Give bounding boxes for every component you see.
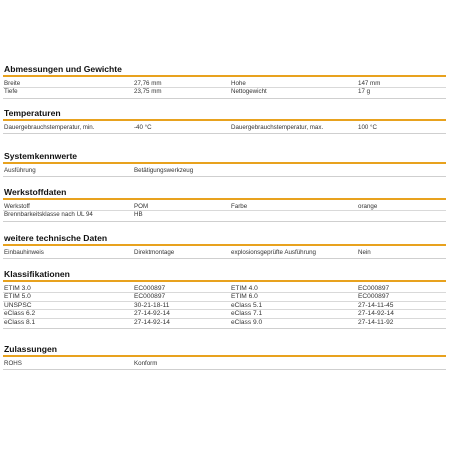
row-label: ETIM 6.0 (231, 293, 258, 301)
row-label: Dauergebrauchstemperatur, max. (231, 124, 324, 131)
table-row (3, 292, 446, 300)
table-row (3, 249, 446, 256)
table-row (3, 301, 446, 309)
table-row (3, 309, 446, 317)
row-label: Werkstoff (4, 203, 30, 210)
section-title: Klassifikationen (4, 269, 70, 279)
section-dimensions (3, 64, 446, 98)
section-rule (3, 162, 446, 164)
table-row (3, 124, 446, 131)
section-system-values (3, 151, 446, 177)
row-value: POM (134, 203, 149, 210)
row-value: 30-21-18-11 (134, 301, 170, 309)
section-further-technical-data (3, 233, 446, 259)
row-label: Einbauhinweis (4, 249, 44, 256)
row-value: 23,75 mm (134, 88, 162, 96)
row-label: eClass 8.1 (4, 318, 36, 326)
section-rule (3, 75, 446, 77)
row-value: EC000897 (134, 293, 166, 301)
section-title: Temperaturen (4, 108, 61, 118)
row-label: ETIM 5.0 (4, 293, 31, 301)
row-label: Nettogewicht (231, 88, 267, 96)
row-label: Tiefe (4, 88, 18, 96)
section-divider (3, 176, 446, 177)
row-value: Betätigungswerkzeug (134, 167, 194, 174)
section-title: Werkstoffdaten (4, 187, 67, 197)
row-label: UNSPSC (4, 301, 32, 309)
table-row (3, 203, 446, 210)
section-rule (3, 280, 446, 282)
row-value: orange (358, 203, 378, 210)
row-value: EC000897 (358, 285, 390, 292)
table-row (3, 318, 446, 326)
row-label: Hohe (231, 80, 246, 87)
row-value: 27-14-11-45 (358, 301, 394, 309)
section-divider (3, 328, 446, 329)
row-value: 27-14-92-14 (358, 310, 394, 318)
row-value: 27-14-92-14 (134, 310, 170, 318)
row-value: EC000897 (134, 285, 166, 292)
row-label: eClass 9.0 (231, 318, 263, 326)
row-value: 100 °C (358, 124, 377, 131)
section-classifications (3, 269, 446, 329)
row-value: EC000897 (358, 293, 390, 301)
row-label: eClass 5.1 (231, 301, 263, 309)
section-divider (3, 133, 446, 134)
section-title: Zulassungen (4, 344, 58, 354)
row-label: ETIM 4.0 (231, 285, 258, 292)
table-row (3, 210, 446, 218)
row-value: Direktmontage (134, 249, 175, 256)
row-label: eClass 7.1 (231, 310, 263, 318)
table-row (3, 285, 446, 292)
table-row (3, 87, 446, 95)
row-value: -40 °C (134, 124, 152, 131)
row-label: eClass 6.2 (4, 310, 36, 318)
row-value: Nein (358, 249, 371, 256)
row-value: 147 mm (358, 80, 381, 87)
section-divider (3, 98, 446, 99)
section-rule (3, 355, 446, 357)
row-label: Brennbarkeitsklasse nach UL 94 (4, 211, 93, 219)
row-value: 17 g (358, 88, 371, 96)
section-material-data (3, 187, 446, 221)
table-row (3, 167, 446, 174)
row-value: Konform (134, 360, 158, 367)
table-row (3, 80, 446, 87)
row-label: Dauergebrauchstemperatur, min. (4, 124, 95, 131)
section-rule (3, 119, 446, 121)
section-temperatures (3, 108, 446, 134)
row-label: ETIM 3.0 (4, 285, 31, 292)
section-title: Abmessungen und Gewichte (4, 64, 122, 74)
row-value: 27,76 mm (134, 80, 162, 87)
section-divider (3, 258, 446, 259)
row-label: Breite (4, 80, 21, 87)
section-rule (3, 198, 446, 200)
row-value: 27-14-11-92 (358, 318, 394, 326)
row-value: 27-14-92-14 (134, 318, 170, 326)
section-divider (3, 221, 446, 222)
section-approvals (3, 344, 446, 370)
section-rule (3, 244, 446, 246)
section-divider (3, 369, 446, 370)
section-title: weitere technische Daten (4, 233, 108, 243)
row-label: Ausführung (4, 167, 36, 174)
row-label: explosionsgeprüfte Ausführung (231, 249, 316, 256)
table-row (3, 360, 446, 367)
row-label: Farbe (231, 203, 248, 210)
row-label: ROHS (4, 360, 22, 367)
row-value: HB (134, 211, 143, 219)
section-title: Systemkennwerte (4, 151, 78, 161)
